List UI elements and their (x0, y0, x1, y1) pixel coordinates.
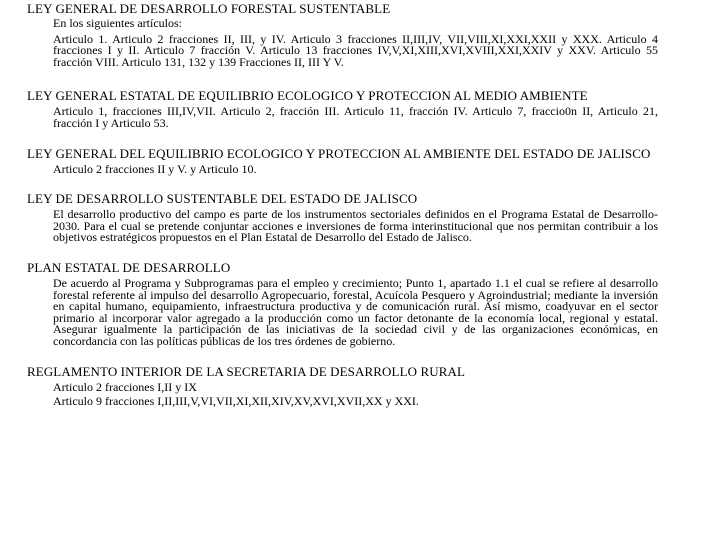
section-body (27, 379, 658, 409)
paragraph: En los siguientes artículos: (53, 16, 182, 30)
paragraph: Articulo 9 fracciones I,II,III,V,VI,VII,XI,XII,XIV,XV,XVI,XVII,XX y XXI. (53, 394, 419, 409)
paragraph: El desarrollo productivo del campo es parte de los instrumentos sectoriales definidos en el Programa Estatal de Desarrollo-2030. Para el cual se pretende conjuntar acciones e inversiones de forma interinstitucional que nos permitan contribuir a los objetivos estratégicos propuestos en el Plan Estatal de Desarrollo del Estado de Jalisco. (53, 207, 658, 245)
section-body (27, 18, 658, 68)
section-ley-equilibrio-jalisco (27, 147, 658, 176)
section-heading: LEY GENERAL ESTATAL DE EQUILIBRIO ECOLOGICO Y PROTECCION AL MEDIO AMBIENTE (27, 88, 588, 104)
paragraph: De acuerdo al Programa y Subprogramas para el empleo y crecimiento; Punto 1, apartado 1.1 el cual se refiere al desarrollo forestal referente al impulso del desarrollo Agropecuario, forestal, Acuícola Pesquero y Agroindustrial; mediante la inversión en capital humano, equipamiento, infraestructura productiva y de comunicación rural. Así mismo, coadyuvar en el sector primario al incorporar valor agregado a la producción como un factor detonante de la economía local, regional y estatal. Asegurar igualmente la participación de las iniciativas de la sociedad civil y de las organizaciones económicas, en concordancia con las políticas públicas de los tres órdenes de gobierno. (53, 275, 658, 348)
section-body (27, 209, 658, 244)
section-reglamento-interior (27, 365, 658, 408)
paragraph: Articulo 2 fracciones II y V. y Articulo 10. (53, 161, 257, 176)
section-heading: LEY DE DESARROLLO SUSTENTABLE DEL ESTADO DE JALISCO (27, 191, 418, 207)
paragraph: Articulo 1, fracciones III,IV,VII. Articulo 2, fracción III. Articulo 11, fracción IV. Articulo 7, fraccio0n II, Articulo 21, fracción I y Articulo 53. (53, 104, 658, 130)
section-plan-estatal (27, 261, 658, 348)
section-heading: LEY GENERAL DE DESARROLLO FORESTAL SUSTENTABLE (27, 1, 391, 16)
section-ley-estatal-equilibrio (27, 89, 658, 129)
section-body (27, 275, 658, 348)
section-ley-forestal (27, 0, 658, 68)
section-body (27, 106, 658, 129)
section-heading: LEY GENERAL DEL EQUILIBRIO ECOLOGICO Y PROTECCION AL AMBIENTE DEL ESTADO DE JALISCO (27, 145, 651, 161)
paragraph: Articulo 1. Articulo 2 fracciones II, III, y IV. Articulo 3 fracciones II,III,IV, VII,VIII,XI,XXI,XXII y XXX. Articulo 4 fracciones I y II. Articulo 7 fracción V. Articulo 13 fracciones IV,V,XI,XIII,XVI,XVIII,XXI,XXIV y XXV. Articulo 55 fracción VIII. Articulo 131, 132 y 139 Fracciones II, III Y V. (53, 31, 658, 69)
section-heading: PLAN ESTATAL DE DESARROLLO (27, 259, 231, 275)
section-body (27, 161, 658, 176)
paragraph: Articulo 2 fracciones I,II y IX (53, 379, 197, 394)
section-ley-desarrollo-sustentable (27, 192, 658, 244)
section-heading: REGLAMENTO INTERIOR DE LA SECRETARIA DE DESARROLLO RURAL (27, 363, 466, 379)
